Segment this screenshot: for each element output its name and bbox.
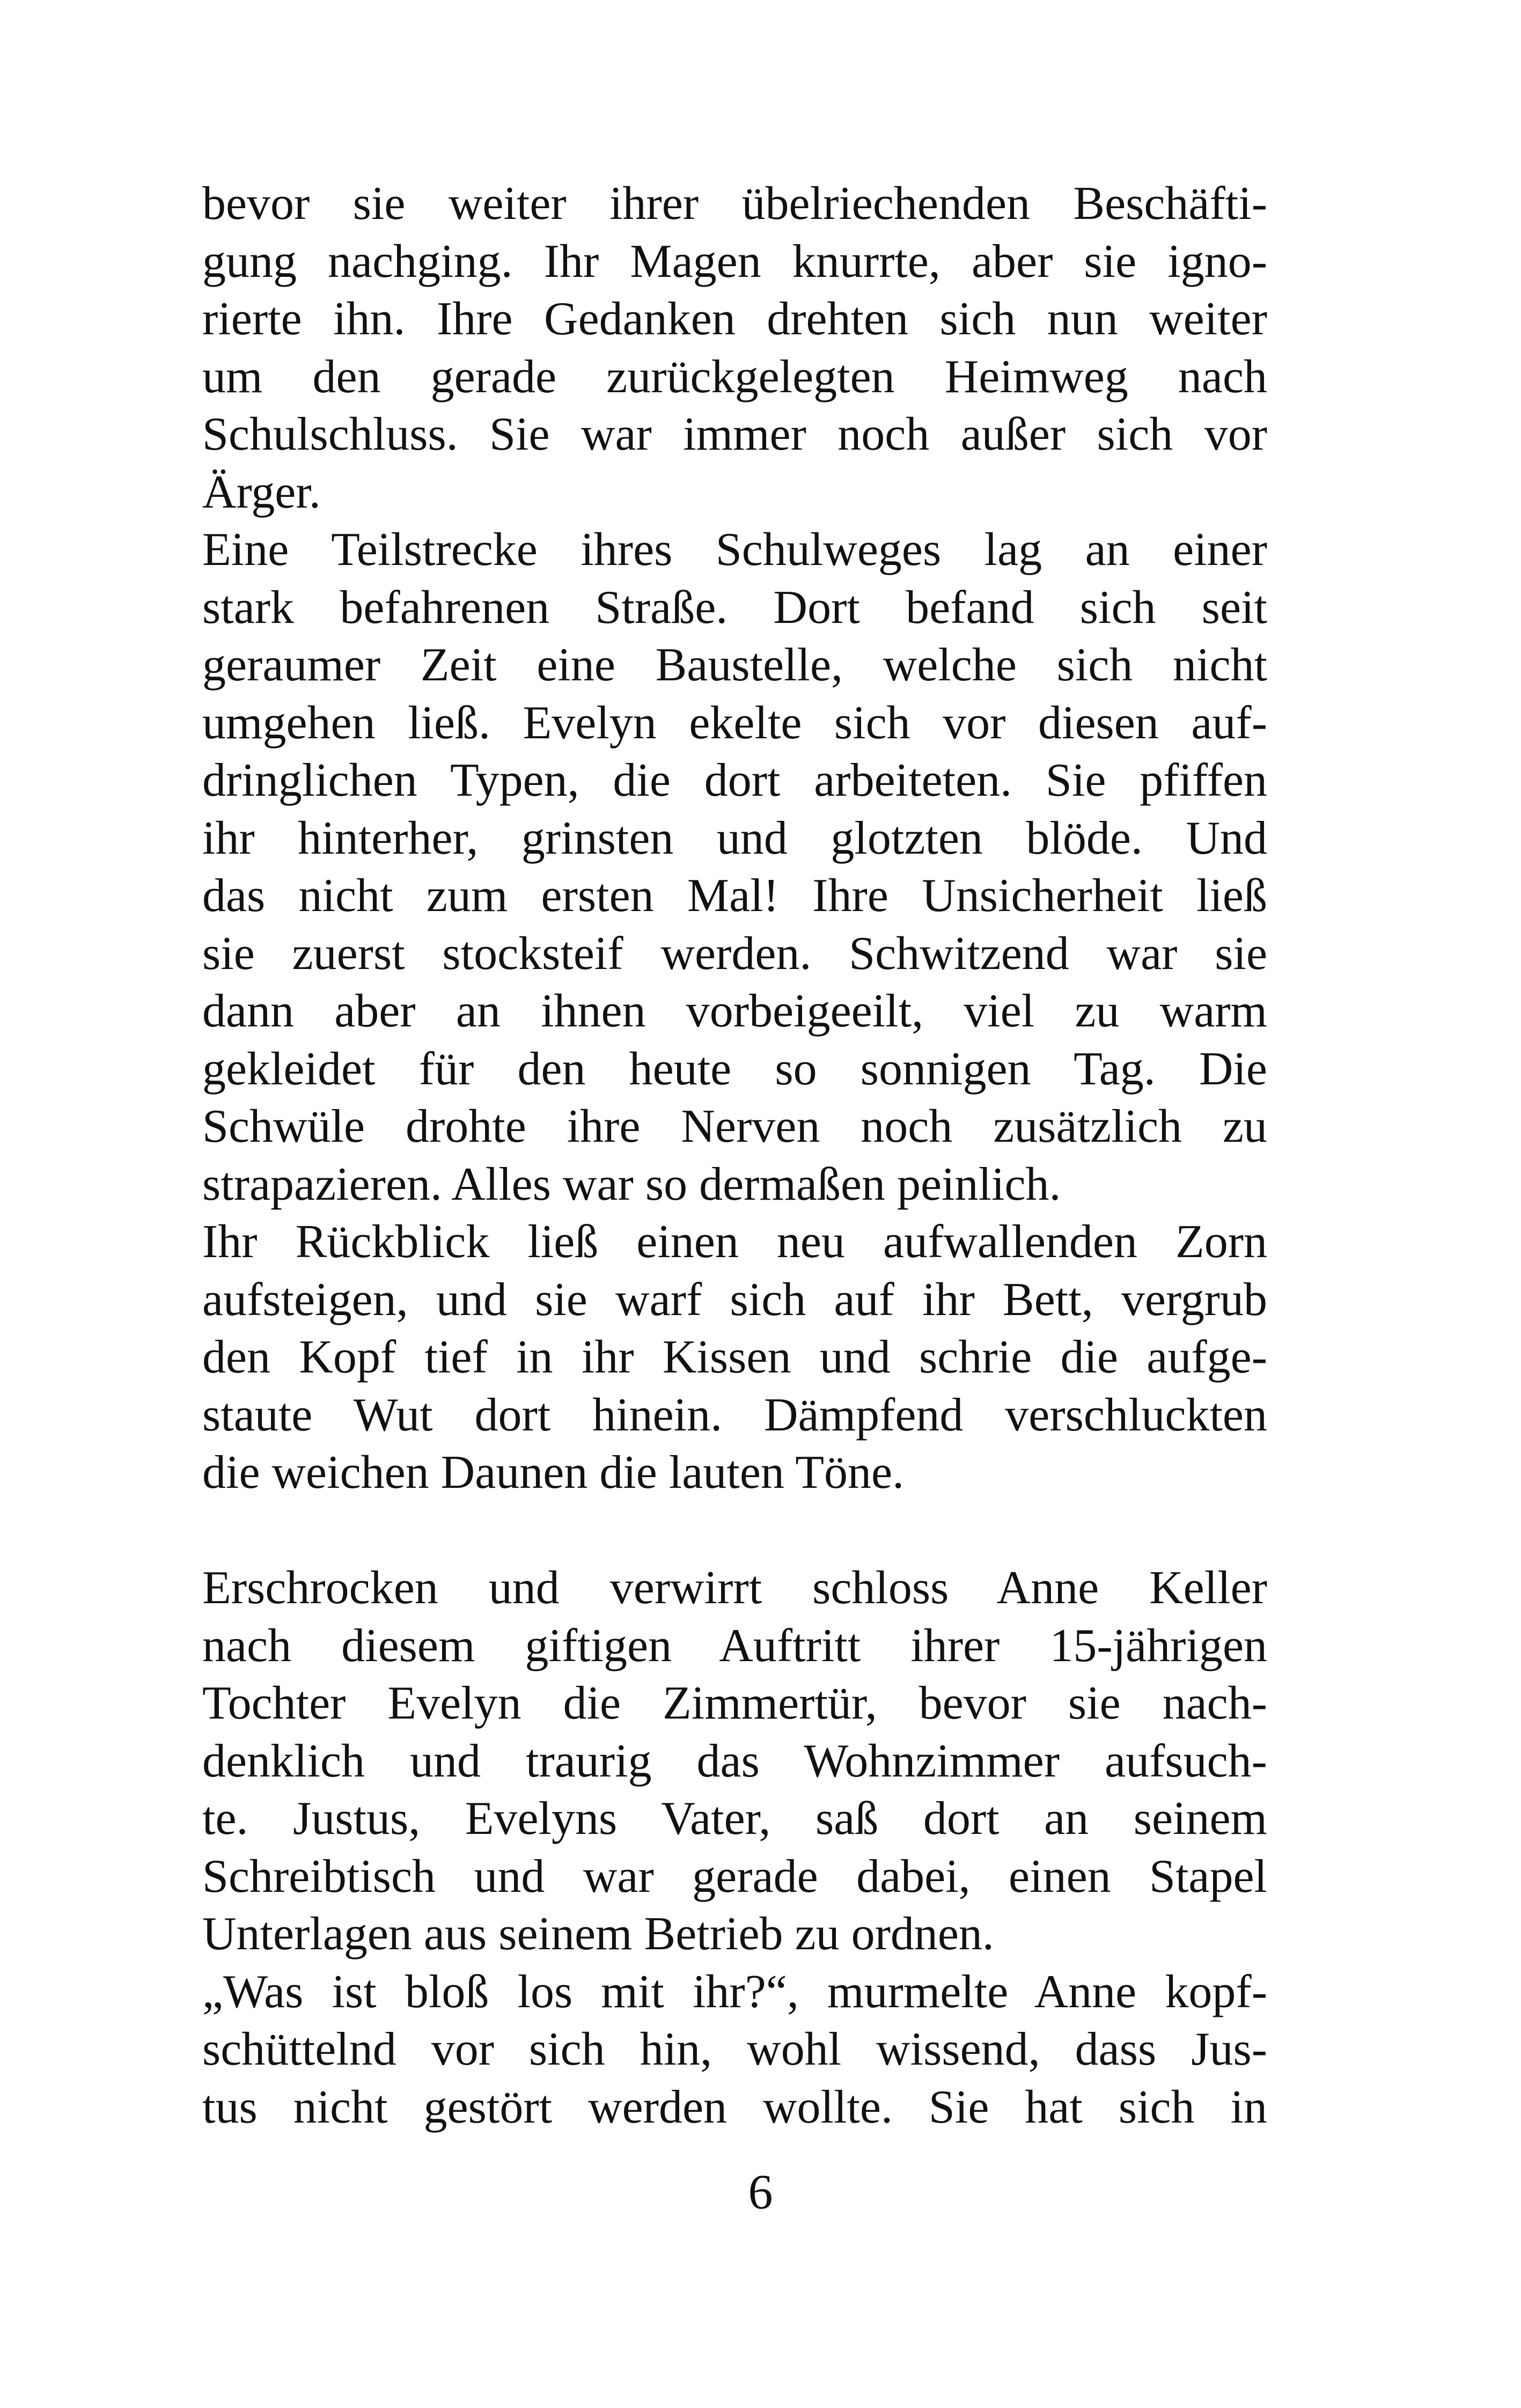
text-line: tus nicht gestört werden wollte. Sie hat sich in [202, 2081, 1267, 2133]
text-line: Schreibtisch und war gerade dabei, einen Stapel [202, 1850, 1267, 1903]
text-line: ihr hinterher, grinsten und glotzten blöde. Und [202, 812, 1267, 864]
text-line: den Kopf tief in ihr Kissen und schrie die aufge- [202, 1331, 1267, 1383]
text-line: gekleidet für den heute so sonnigen Tag. Die [202, 1043, 1267, 1095]
text-line: das nicht zum ersten Mal! Ihre Unsicherheit ließ [202, 870, 1267, 922]
text-line: staute Wut dort hinein. Dämpfend verschluckten [202, 1389, 1267, 1441]
text-line: Unterlagen aus seinem Betrieb zu ordnen. [202, 1908, 994, 1960]
text-line: Tochter Evelyn die Zimmertür, bevor sie nach- [202, 1677, 1267, 1729]
text-line: rierte ihn. Ihre Gedanken drehten sich nun weiter [202, 293, 1267, 345]
text-line: gung nachging. Ihr Magen knurrte, aber sie igno- [202, 235, 1267, 288]
text-line: sie zuerst stocksteif werden. Schwitzend war sie [202, 927, 1267, 980]
text-line: stark befahrenen Straße. Dort befand sich seit [202, 581, 1267, 634]
text-line: denklich und traurig das Wohnzimmer aufsuch- [202, 1735, 1267, 1787]
text-line: Ihr Rückblick ließ einen neu aufwallenden Zorn [202, 1216, 1267, 1268]
text-line: Ärger. [202, 466, 321, 518]
text-line: te. Justus, Evelyns Vater, saß dort an seinem [202, 1793, 1267, 1845]
text-line: schüttelnd vor sich hin, wohl wissend, dass Jus- [202, 2023, 1267, 2075]
text-line: Schulschluss. Sie war immer noch außer sich vor [202, 408, 1267, 460]
paragraph-gap [202, 1502, 1267, 1560]
text-line: Schwüle drohte ihre Nerven noch zusätzlich zu [202, 1100, 1267, 1152]
text-line: bevor sie weiter ihrer übelriechenden Beschäfti- [202, 178, 1267, 230]
text-line: um den gerade zurückgelegten Heimweg nach [202, 350, 1267, 403]
page-number: 6 [748, 2164, 773, 2219]
text-line: die weichen Daunen die lauten Töne. [202, 1447, 905, 1499]
text-line: geraumer Zeit eine Baustelle, welche sich nicht [202, 639, 1267, 691]
text-line: dringlichen Typen, die dort arbeiteten. Sie pfiffen [202, 754, 1267, 806]
text-line: aufsteigen, und sie warf sich auf ihr Bett, vergrub [202, 1273, 1267, 1326]
text-line: strapazieren. Alles war so dermaßen peinlich. [202, 1158, 1061, 1210]
body-text [202, 175, 1267, 2136]
text-line: nach diesem giftigen Auftritt ihrer 15-jährigen [202, 1619, 1267, 1672]
text-line: Erschrocken und verwirrt schloss Anne Keller [202, 1562, 1267, 1614]
text-line: Eine Teilstrecke ihres Schulweges lag an einer [202, 524, 1267, 576]
text-line: dann aber an ihnen vorbeigeeilt, viel zu warm [202, 985, 1267, 1037]
text-line: umgehen ließ. Evelyn ekelte sich vor diesen auf- [202, 696, 1267, 749]
text-line: „Was ist bloß los mit ihr?“, murmelte Anne kopf- [202, 1965, 1267, 2018]
